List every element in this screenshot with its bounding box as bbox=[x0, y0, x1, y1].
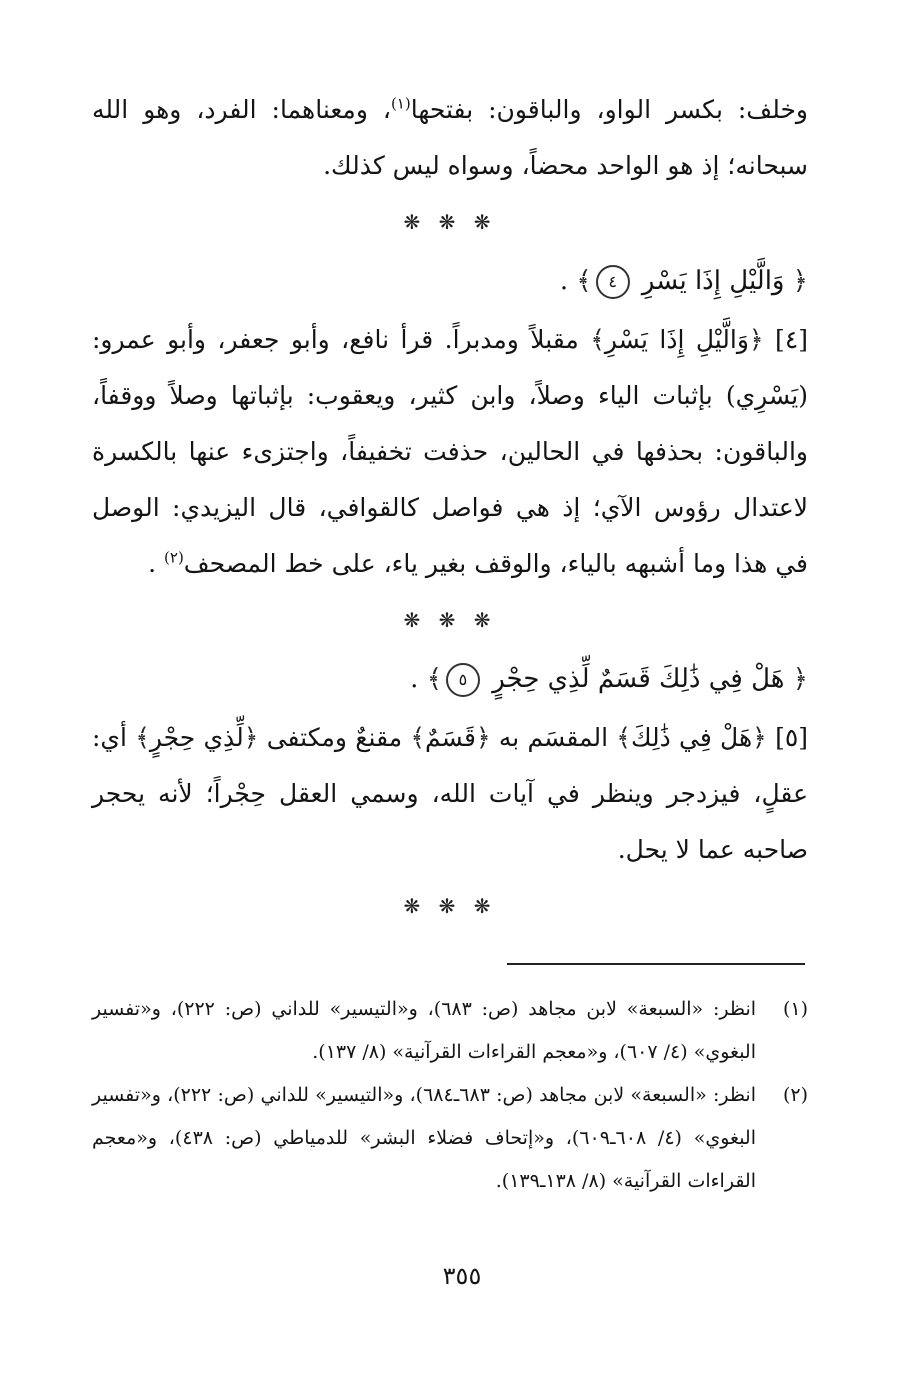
verse-quote: وَالَّيْلِ إِذَا يَسْرِ bbox=[604, 325, 749, 354]
ayah-number-badge: ٥ bbox=[446, 663, 480, 697]
ornate-bracket-close-icon: ﴾ bbox=[135, 723, 150, 752]
footnote-divider bbox=[507, 963, 805, 965]
ornate-bracket-close-icon: ﴾ bbox=[426, 664, 442, 694]
verse-quote: هَلْ فِي ذَٰلِكَ bbox=[630, 723, 753, 752]
paragraph-text: مقنعٌ ومكتفى bbox=[266, 723, 403, 752]
ornate-bracket-open-icon: ﴿ bbox=[475, 723, 491, 752]
ornate-bracket-close-icon: ﴾ bbox=[616, 723, 631, 752]
verse-4: ﴿ وَالَّيْلِ إِذَا يَسْرِ ٤﴾ . bbox=[92, 250, 808, 312]
footnote-ref-2[interactable]: (٢) bbox=[164, 548, 184, 567]
footnote-1 bbox=[92, 988, 808, 1074]
section-separator: ❋ ❋ ❋ bbox=[403, 608, 497, 632]
paragraph-text: المقسَم به bbox=[498, 723, 609, 752]
footnote-number: (١) bbox=[782, 998, 808, 1020]
verse-5: ﴿ هَلْ فِي ذَٰلِكَ قَسَمٌ لِّذِي حِجْرٍ ٥﴾ . bbox=[92, 648, 808, 710]
verse-text: هَلْ فِي ذَٰلِكَ قَسَمٌ لِّذِي حِجْرٍ bbox=[492, 664, 785, 694]
ornate-bracket-open-icon: ﴿ bbox=[752, 723, 767, 752]
paragraph-intro bbox=[92, 82, 808, 194]
section-separator: ❋ ❋ ❋ bbox=[403, 894, 497, 918]
footnote-text: انظر: «السبعة» لابن مجاهد (ص: ٦٨٣ـ٦٨٤)، و«التيسير» للداني (ص: ٢٢٢)، و«تفسير البغوي» (٤/ ٦٠٨ـ٦٠٩)، و«إتحاف فضلاء البشر» للدمياطي (ص: ٤٣٨)، و«معجم القراءات القرآنية» (٨/ ١٣٨ـ١٣٩). bbox=[92, 1084, 757, 1192]
page-body bbox=[92, 82, 808, 934]
page-number: ٣٥٥ bbox=[442, 1262, 482, 1290]
footnotes bbox=[92, 988, 808, 1203]
verse-quote: لِّذِي حِجْرٍ bbox=[149, 723, 244, 752]
footnote-ref-1[interactable]: (١) bbox=[390, 94, 411, 113]
verse-text: وَالَّيْلِ إِذَا يَسْرِ bbox=[641, 266, 785, 296]
commentary-number: [٥] bbox=[775, 723, 809, 752]
ornate-bracket-close-icon: ﴾ bbox=[590, 325, 605, 354]
verse-quote: قَسَمٌ bbox=[425, 723, 476, 752]
paragraph-text: أي: عقلٍ، فيزدجر وينظر في آيات الله، وسمي العقل حِجْراً؛ لأنه يحجر صاحبه عما لا يحل. bbox=[92, 723, 808, 864]
ornate-bracket-close-icon: ﴾ bbox=[410, 723, 426, 752]
ornate-bracket-open-icon: ﴿ bbox=[792, 266, 808, 296]
commentary-5 bbox=[92, 710, 808, 878]
ornate-bracket-close-icon: ﴾ bbox=[576, 266, 592, 296]
ornate-bracket-open-icon: ﴿ bbox=[243, 723, 259, 752]
ornate-bracket-open-icon: ﴿ bbox=[792, 664, 808, 694]
ornate-bracket-open-icon: ﴿ bbox=[748, 325, 764, 354]
paragraph-text: ، ومعناهما: الفرد، وهو الله سبحانه؛ إذ هو الواحد محضاً، وسواه ليس كذلك. bbox=[92, 95, 808, 180]
footnote-number: (٢) bbox=[782, 1084, 808, 1106]
footnote-text: انظر: «السبعة» لابن مجاهد (ص: ٦٨٣)، و«التيسير» للداني (ص: ٢٢٢)، و«تفسير البغوي» (٤/ ٦٠٧)، و«معجم القراءات القرآنية» (٨/ ١٣٧). bbox=[92, 998, 757, 1063]
paragraph-text: مقبلاً ومدبراً. قرأ نافع، وأبو جعفر، وأبو عمرو: (يَسْرِي) بإثبات الياء وصلاً، وابن كثير، ويعقوب: بإثباتها وصلاً ووقفاً، والباقون: بحذفها في الحالين، حذفت تخفيفاً، واجتزىء عنها بالكسرة لاعتدال رؤوس الآي؛ إذ هي فواصل كالقوافي، قال اليزيدي: الوصل في هذا وما أشبهه بالياء، والوقف بغير ياء، على خط المصحف bbox=[92, 325, 808, 578]
paragraph-text: وخلف: بكسر الواو، والباقون: بفتحها bbox=[410, 95, 808, 124]
ayah-number-badge: ٤ bbox=[596, 265, 630, 299]
commentary-number: [٤] bbox=[775, 325, 809, 354]
section-separator: ❋ ❋ ❋ bbox=[403, 210, 497, 234]
footnote-2 bbox=[92, 1074, 808, 1203]
commentary-4: [٤] ﴿وَالَّيْلِ إِذَا يَسْرِ﴾ مقبلاً ومدبراً. قرأ نافع، وأبو جعفر، وأبو عمرو: (يَسْرِي) بإثبات الياء وصلاً، وابن كثير، ويعقوب: بإثباتها وصلاً ووقفاً، والباقون: بحذفها في الحالين، حذفت تخفيفاً، واجتزىء عنها بالكسرة لاعتدال رؤوس الآي؛ إذ هي فواصل كالقوافي، قال اليزيدي: الوصل في هذا وما أشبهه بالياء، والوقف بغير ياء، على خط المصحف$^{(٢)}$ . bbox=[92, 325, 809, 578]
